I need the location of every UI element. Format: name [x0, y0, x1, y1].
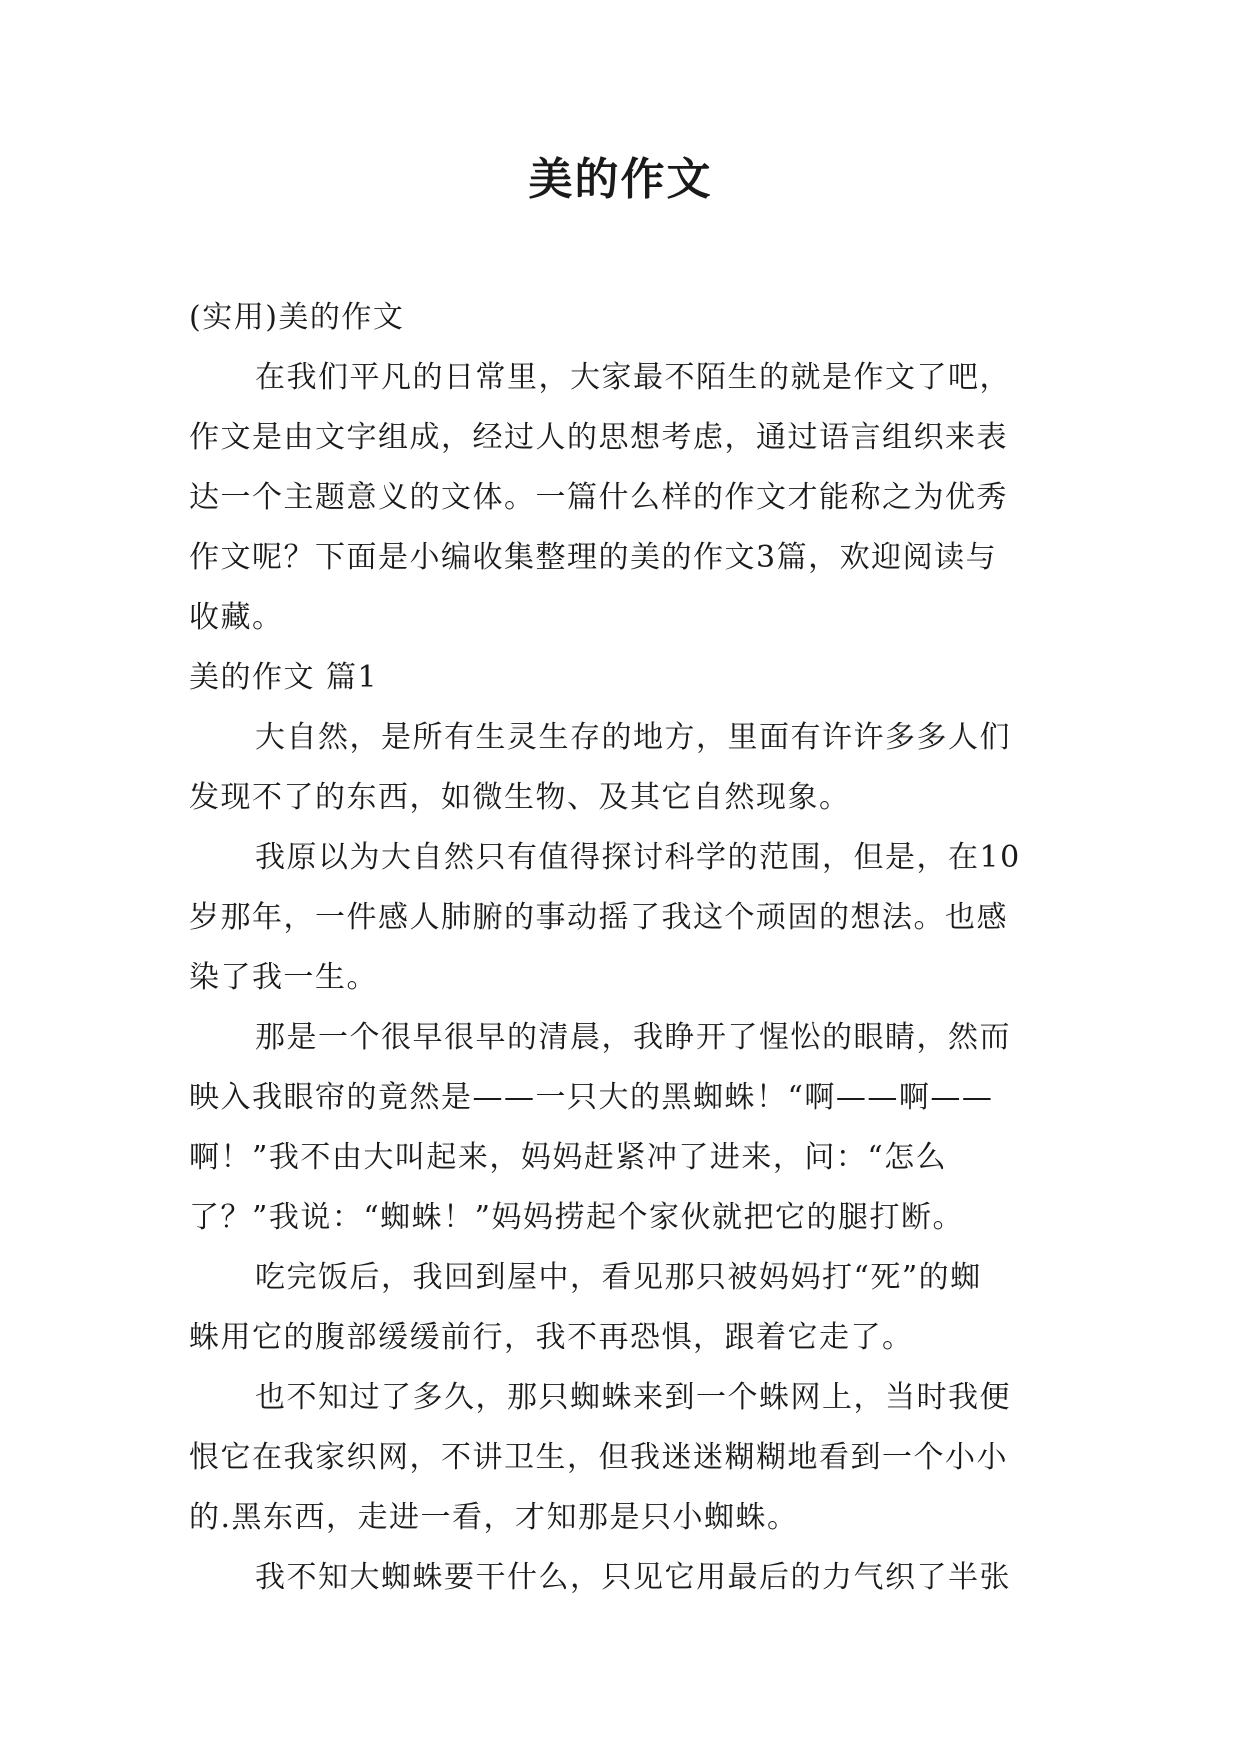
text-line: 在我们平凡的日常里，大家最不陌生的就是作文了吧，: [255, 360, 1011, 395]
section-heading: 美的作文 篇1: [189, 660, 379, 695]
text-line: 达一个主题意义的文体。一篇什么样的作文才能称之为优秀: [189, 480, 1008, 515]
text-line: 我原以为大自然只有值得探讨科学的范围，但是，在10: [255, 840, 1021, 875]
text-line: 了？”我说：“蜘蛛！”妈妈捞起个家伙就把它的腿打断。: [189, 1200, 965, 1235]
text-line: 恨它在我家织网，不讲卫生，但我迷迷糊糊地看到一个小小: [189, 1440, 1008, 1475]
text-line: 也不知过了多久，那只蜘蛛来到一个蛛网上，当时我便: [255, 1380, 1011, 1415]
text-line: 作文呢？下面是小编收集整理的美的作文3篇，欢迎阅读与: [189, 540, 998, 575]
text-line: 染了我一生。: [189, 960, 378, 995]
document-body: [189, 288, 1055, 1608]
text-line: 作文是由文字组成，经过人的思想考虑，通过语言组织来表: [189, 420, 1008, 455]
text-line: 岁那年，一件感人肺腑的事动摇了我这个顽固的想法。也感: [189, 900, 1008, 935]
text-line: 的.黑东西，走进一看，才知那是只小蜘蛛。: [189, 1500, 799, 1535]
text-line: 我不知大蜘蛛要干什么，只见它用最后的力气织了半张: [255, 1560, 1011, 1595]
document-title: 美的作文: [528, 154, 713, 205]
text-line: 蛛用它的腹部缓缓前行，我不再恐惧，跟着它走了。: [189, 1320, 914, 1355]
text-line: 映入我眼帘的竟然是——一只大的黑蜘蛛！“啊——啊——: [189, 1080, 994, 1115]
text-line: 大自然，是所有生灵生存的地方，里面有许许多多人们: [255, 720, 1011, 755]
text-line: 啊！”我不由大叫起来，妈妈赶紧冲了进来，问：“怎么: [189, 1140, 948, 1175]
text-line: (实用)美的作文: [189, 300, 405, 335]
text-line: 吃完饭后，我回到屋中，看见那只被妈妈打“死”的蜘: [255, 1260, 982, 1295]
text-line: 那是一个很早很早的清晨，我睁开了惺忪的眼睛，然而: [255, 1020, 1011, 1055]
text-line: 发现不了的东西，如微生物、及其它自然现象。: [189, 780, 851, 815]
text-line: 收藏。: [189, 600, 284, 635]
